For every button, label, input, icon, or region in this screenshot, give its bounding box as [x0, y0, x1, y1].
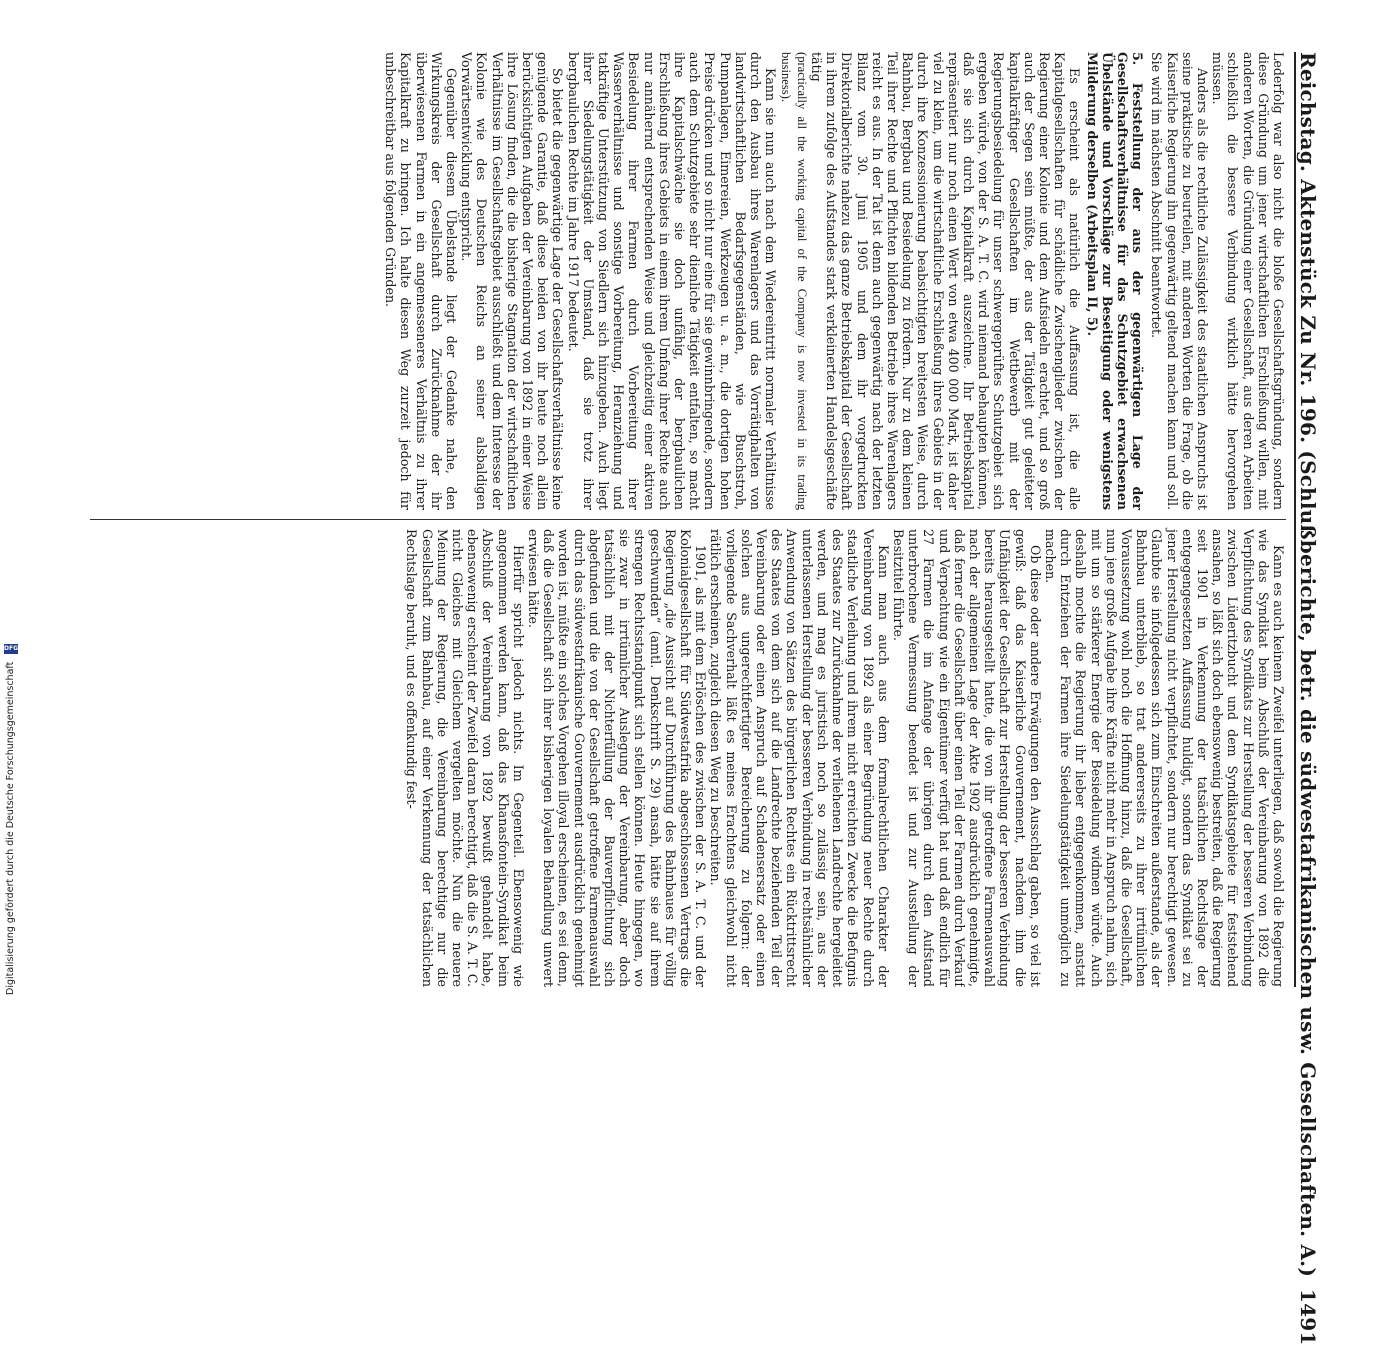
- right-column: [90, 519, 1286, 987]
- page-number: 1491: [1296, 1289, 1320, 1345]
- page-title: Reichstag. Aktenstück Zu Nr. 196. (Schlußberichte, betr. die südwestafrikanischen usw. Gesellschaften. A.): [1296, 52, 1320, 1277]
- document-page: [90, 52, 1330, 1345]
- digitization-credit: [5, 642, 16, 995]
- paragraph: Hierfür spricht jedoch nichts. Im Gegenteil. Ebensowenig wie angenommen werden kann, daß das Khanasfontein-Syndikat beim Abschluß der Vereinbarung von 1892 bewußt gehandelt habe, ebensowenig erscheint der Zweifel daran berechtigt, daß die S. A. T. C. nicht Gleiches mit Gleichem vergelten möchte. Nun die neuere Meinung der Regierung, die Vereinbarung berechtige nur die Gesellschaft zum Bahnbau, auf einer Verkennung der tatsächlichen Rechtslage beruht, und es offenkundig fest-: [404, 529, 526, 987]
- text-columns: [90, 52, 1286, 987]
- paragraph: 1901, als mit dem Erlöschen des zwischen der S. A. T. C. und der Kolonialgesellschaft für Südwestafrika abgeschlossenen Vertrags die Regierung „die Aussicht auf Durchführung des Bahnbaues für völlig geschwunden“ (amtl. Denkschrift S. 29) ansah, hätte sie auf ihrem strengen Rechtsstandpunkt sich stellen können. Heute hingegen, wo sie zwar in irrtümlicher Auslegung der Vereinbarung, aber doch tatsächlich mit der Nichterfüllung der Bauverpflichtung sich abgefunden und die von der Gesellschaft getroffene Farmenauswahl durch das südwestafrikanische Gouvernement ausdrücklich genehmigt worden ist, müßte ein solches Vorgehen illoyal erscheinen, es sei denn, daß die Gesellschaft sich ihrer bisherigen loyalen Behandlung unwert erwiesen hätte.: [526, 529, 709, 987]
- paragraph: So bietet die gegenwärtige Lage der Gesellschaftsverhältnisse keine genügende Garantie, daß diese beiden von ihr heute noch allein berücksichtigten Aufgaben der Vereinbarung von 1892 in einer Weise ihre Lösung finden, die die bisherige Stagnation der wirtschaftlichen Verhältnisse im Gesellschaftsgebiet ausschließt und dem Interesse der Kolonie wie des Deutschen Reichs an seiner alsbaldigen Vorwärtsentwicklung entspricht.: [459, 52, 566, 510]
- paragraph: Kann man auch aus dem formalrechtlichen Charakter der Vereinbarung von 1892 als einer Begründung neuer Rechte durch staatliche Verleihung und ihrem nicht erreichten Zwecke die Befugnis des Staates zur Zurücknahme der verliehenen Landrechte hergeleitet werden, und mag es juristisch noch so zulässig sein, aus der unterlassenen Herstellung der besseren Verbindung in rechtsähnlicher Anwendung von Sätzen des bürgerlichen Rechtes ein Rücktrittsrecht des Staates von dem sich auf die Landrechte beziehenden Teil der Vereinbarung oder einen Anspruch auf Schadensersatz oder einen solchen aus ungerechtfertigter Bereicherung zu folgern: der vorliegende Sachverhalt läßt es meines Erachtens gleichwohl nicht rätlich erscheinen, zugleich diesen Weg zu beschreiten.: [708, 529, 891, 987]
- credit-text: Digitalisierung gefördert durch die Deutsche Forschungsgemeinschaft: [5, 661, 16, 995]
- paragraph: Lederfolg war also nicht die bloße Gesellschaftsgründung, sondern diese Gründung um jener wirtschaftlichen Erschließung willen, mit anderen Worten, die Gründung einer Gesellschaft, aus deren Arbeiten schließlich die bessere Verbindung wirklich hätte hervorgehen müssen.: [1210, 52, 1286, 510]
- left-column: [90, 52, 1286, 519]
- dfg-logo-icon: DFG: [3, 644, 18, 652]
- paragraph: Kann es auch keinem Zweifel unterliegen, daß sowohl die Regierung wie das Syndikat beim Abschluß der Vereinbarung von 1892 die Verpflichtung des Syndikats zur Herstellung der besseren Verbindung zwischen Lüderitzbucht und dem Syndikatsgebiete für feststehend ansahen, so läßt sich doch ebensowenig bestreiten, daß die Regierung seit 1901 in Verkennung der tatsächlichen Rechtslage der entgegengesetzten Auffassung huldigt, sondern das Syndikat sei zu jener Herstellung nicht verpflichtet, sondern nur berechtigt gewesen. Glaubte sie infolgedessen sich zum Einschreiten außerstande, als der Bahnbau unterblieb, so trat andererseits zu ihrer irrtümlichen Voraussetzung wohl noch die Hoffnung hinzu, daß die Gesellschaft, nun jene große Aufgabe ihre Kräfte nicht mehr in Anspruch nahm, sich mit um so stärkerer Energie der Besiedelung widmen würde. Auch deshalb mochte die Regierung ihr lieber entgegenkommen, anstatt durch Entziehen der Farmen ihre Siedelungstätigkeit unmöglich zu machen.: [1042, 529, 1286, 987]
- english-quote: (practically all the working capital of the Company is now invested in its trading business).: [779, 52, 809, 510]
- page-header: [1294, 52, 1330, 1345]
- paragraph: Anders als die rechtliche Zulässigkeit des staatlichen Anspruchs ist seine praktische zu beurteilen, mit anderen Worten die Frage, ob die Kaiserliche Regierung ihn gegenwärtig geltend machen kann und soll. Sie wird im nächsten Abschnitt beantwortet.: [1149, 52, 1210, 510]
- paragraph: Ob diese oder andere Erwägungen den Ausschlag gaben, so viel ist gewiß: daß das Kaiserliche Gouvernement, nachdem ihm die Unfähigkeit der Gesellschaft zur Herstellung der besseren Verbindung bereits herausgestellt hatte, die von ihr getroffene Farmenauswahl nach der allgemeinen Lage der Akte 1902 ausdrücklich genehmigte, daß ferner die Gesellschaft über einen Teil der Farmen durch Verkauf und Verpachtung wie ein Eigentümer verfügt hat und daß endlich für 27 Farmen die im Anfange der übrigen durch den Aufstand unterbrochene Vermessung beendet ist und zur Ausstellung der Besitztitel führte.: [890, 529, 1043, 987]
- section-heading: 5. Feststellung der aus der gegenwärtigen Lage der Gesellschaftsverhältnisse für das Schutzgebiet erwachsenen Übelstände und Vorschläge zur Beseitigung oder wenigstens Milderung derselben (Arbeitsplan II, 5).: [1084, 52, 1146, 510]
- paragraph: Es erscheint als natürlich die Auffassung ist, die alle Kapitalgesellschaften für schädliche Zwischenglieder zwischen der Regierung einer Kolonie und dem Aufsiedeln erachtet, und so groß auch der Segen sein müßte, der aus der Tätigkeit gut geleiteter kapitalkräftiger Gesellschaften im Wettbewerb mit der Regierungsbesiedelung für unser schwergeprüftes Schutzgebiet sich ergeben würde, von der S. A. T. C. wird niemand behaupten können, daß sie sich durch Kapitalkraft auszeichne. Ihr Betriebskapital repräsentiert nur noch einen Wert von etwa 400 000 Mark, ist daher viel zu klein, um die wirtschaftliche Erschließung ihres Gebiets in der durch ihre Konzessionierung beabsichtigten breitesten Weise, durch Bahnbau, Bergbau und Besiedelung zu fördern. Nur zu dem kleinen Teil ihrer Rechte und Pflichten bildenden Betriebe ihres Warenlagers reicht es aus. In der Tat ist denn auch gegenwärtig nach der letzten Bilanz vom 30. Juni 1905 und dem ihr vorgedruckten Direktorialberichte nahezu das ganze Betriebskapital der Gesellschaft in ihrem zufolge des Aufstandes stark verkleinerten Handelsgeschäfte tätig: [808, 52, 1083, 510]
- paragraph: Gegenüber diesem Übelstande liegt der Gedanke nahe, den Wirkungskreis der Gesellschaft durch Zurücknahme der ihr überwiesenen Farmen in ein angemesseneres Verhältnis zu ihrer Kapitalkraft zu bringen. Ich halte diesen Weg zurzeit jedoch für unbeschreitbar aus folgenden Gründen.: [383, 52, 460, 510]
- paragraph: Kann sie nun auch nach dem Wiedereintritt normaler Verhältnisse durch den Ausbau ihres Warenlagers und das Vorrätighalten von landwirtschaftlichen Bedarfsgegenständen, wie Buschstroh, Pumpanlagen, Eimereien, Werkzeugen u. a. m., die dortigen hohen Preise drücken und so nicht nur eine für sie gewinnbringende, sondern auch dem Schutzgebiete sehr dienliche Tätigkeit entfalten, so macht ihre Kapitalschwäche sie doch unfähig, der bergbaulichen Erschließung ihres Gebiets in einem ihrem Umfang ihrer Rechte auch nur annähernd entsprechenden Weise und gleichzeitig einer aktiven Besiedelung ihrer Farmen durch Vorbereitung ihrer Wasserverhältnisse und sonstige Vorbereitung, Heranziehung und tatkräftige Unterstützung von Siedlern sich hinzugeben. Auch liegt ihrer Siedelungstätigkeit der Umstand, daß sie trotz ihrer bergbaulichen Rechte im Jahre 1917 bedeutet.: [565, 52, 779, 510]
